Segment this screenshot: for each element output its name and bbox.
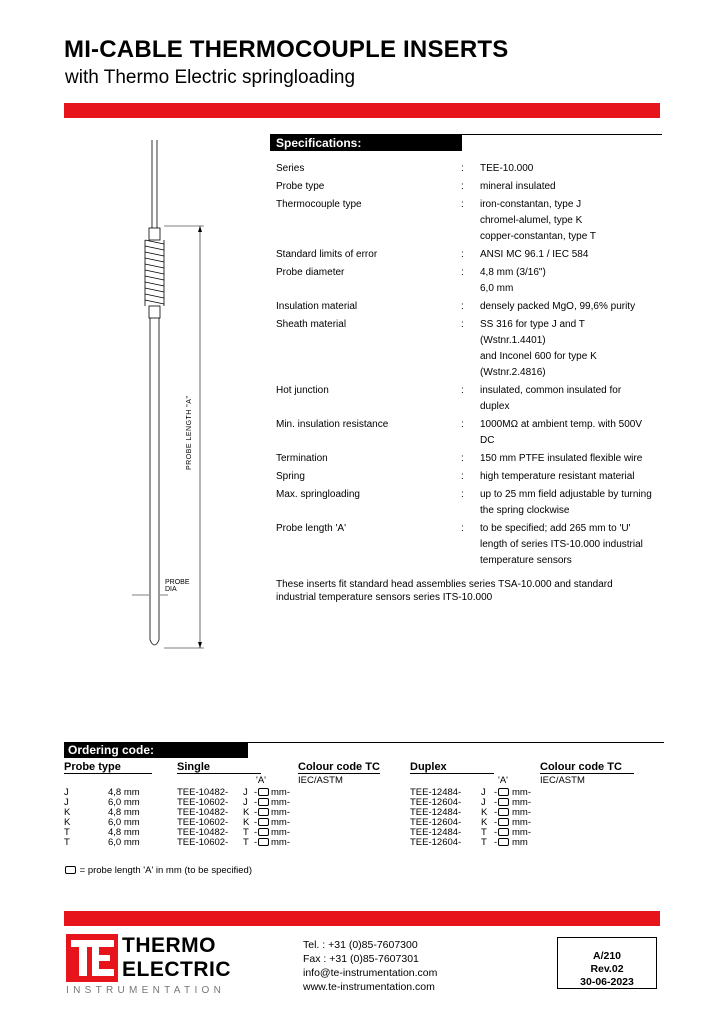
- order-duplex-tc: J: [481, 787, 486, 798]
- spec-value-line: 1000MΩ at ambient temp. with 500V: [480, 419, 643, 430]
- order-single-unit: mm-: [271, 827, 290, 838]
- contact-tel: Tel. : +31 (0)85-7607300: [303, 939, 418, 951]
- spec-value-line: TEE-10.000: [480, 163, 534, 174]
- order-tc-type: K: [64, 807, 71, 818]
- spec-value-line: DC: [480, 435, 495, 446]
- order-single-code: TEE-10602-: [177, 837, 229, 848]
- spec-value-line: chromel-alumel, type K: [480, 215, 583, 226]
- revision-box: [557, 937, 657, 989]
- order-tc-type: J: [64, 787, 69, 798]
- order-duplex-tc: T: [481, 827, 487, 838]
- order-single-tc: K: [243, 817, 250, 828]
- order-single-tc: K: [243, 807, 250, 818]
- spec-value-line: insulated, common insulated for: [480, 385, 622, 396]
- spec-colon: :: [461, 385, 464, 396]
- order-duplex-code: TEE-12604-: [410, 837, 462, 848]
- spec-colon: :: [461, 419, 464, 430]
- spec-heading: Specifications:: [270, 135, 462, 151]
- spec-value-line: to be specified; add 265 mm to 'U': [480, 523, 631, 534]
- ordering-legend: = probe length 'A' in mm (to be specified): [64, 866, 252, 876]
- footer-red-bar: [64, 911, 660, 926]
- spec-value-line: mineral insulated: [480, 181, 556, 192]
- spec-colon: :: [461, 489, 464, 500]
- sub-iec: IEC/ASTM: [298, 775, 343, 786]
- order-single-code: TEE-10482-: [177, 827, 229, 838]
- order-duplex-code: TEE-12484-: [410, 827, 462, 838]
- sub-a: 'A': [256, 775, 266, 786]
- order-diameter: 4,8 mm: [108, 827, 140, 838]
- contact-block: [303, 938, 437, 994]
- length-box-icon: -: [494, 838, 510, 848]
- header-red-bar: [64, 103, 660, 118]
- spec-value-line: temperature sensors: [480, 555, 572, 566]
- length-box-icon: -: [494, 798, 510, 808]
- contact-web[interactable]: www.te-instrumentation.com: [303, 981, 435, 993]
- sub-a-2: 'A': [498, 775, 508, 786]
- col-single: Single: [177, 761, 261, 774]
- col-colour-code-2: Colour code TC: [540, 761, 634, 774]
- length-box-icon: [65, 866, 76, 874]
- spec-value-line: and Inconel 600 for type K: [480, 351, 597, 362]
- order-single-tc: J: [243, 787, 248, 798]
- length-box-icon: -: [494, 808, 510, 818]
- order-single-unit: mm-: [271, 787, 290, 798]
- order-single-unit: mm-: [271, 807, 290, 818]
- order-duplex-unit: mm-: [512, 787, 531, 798]
- spec-value: [480, 522, 670, 570]
- col-probe-type: Probe type: [64, 761, 152, 774]
- spec-value-line: 4,8 mm (3/16"): [480, 267, 546, 278]
- spec-colon: :: [461, 249, 464, 260]
- order-single-unit: mm-: [271, 817, 290, 828]
- spec-label: Series: [276, 163, 305, 174]
- spec-value-line: copper-constantan, type T: [480, 231, 596, 242]
- order-duplex-code: TEE-12484-: [410, 807, 462, 818]
- spec-value-line: ANSI MC 96.1 / IEC 584: [480, 249, 589, 260]
- order-duplex-unit: mm-: [512, 797, 531, 808]
- order-single-code: TEE-10482-: [177, 807, 229, 818]
- spec-value-line: 6,0 mm: [480, 283, 514, 294]
- spec-value: [480, 162, 670, 178]
- order-duplex-unit: mm-: [512, 827, 531, 838]
- order-diameter: 4,8 mm: [108, 807, 140, 818]
- order-diameter: 6,0 mm: [108, 837, 140, 848]
- order-diameter: 6,0 mm: [108, 797, 140, 808]
- spec-label: Standard limits of error: [276, 249, 378, 260]
- spec-colon: :: [461, 267, 464, 278]
- order-diameter: 6,0 mm: [108, 817, 140, 828]
- spec-value: [480, 266, 670, 298]
- order-tc-type: K: [64, 817, 71, 828]
- length-box-icon: -: [254, 838, 270, 848]
- spec-value-line: the spring clockwise: [480, 505, 570, 516]
- spec-value-line: length of series ITS-10.000 industrial: [480, 539, 643, 550]
- spec-value-line: high temperature resistant material: [480, 471, 635, 482]
- length-box-icon: -: [254, 818, 270, 828]
- spec-note: These inserts fit standard head assemblies series TSA-10.000 and standard industrial temperature sensors series ITS-10.000: [276, 579, 613, 603]
- spec-label: Termination: [276, 453, 328, 464]
- te-logo-icon: [66, 934, 118, 982]
- spec-colon: :: [461, 471, 464, 482]
- spec-label: Max. springloading: [276, 489, 360, 500]
- spec-label: Hot junction: [276, 385, 329, 396]
- order-duplex-code: TEE-12604-: [410, 797, 462, 808]
- order-single-code: TEE-10482-: [177, 787, 229, 798]
- spec-value-line: SS 316 for type J and T: [480, 319, 585, 330]
- order-tc-type: T: [64, 827, 70, 838]
- revision: Rev.02: [590, 963, 624, 975]
- contact-email[interactable]: info@te-instrumentation.com: [303, 967, 438, 979]
- length-box-icon: -: [494, 788, 510, 798]
- spec-colon: :: [461, 301, 464, 312]
- spec-colon: :: [461, 163, 464, 174]
- spec-colon: :: [461, 453, 464, 464]
- spec-label: Min. insulation resistance: [276, 419, 389, 430]
- order-single-unit: mm-: [271, 837, 290, 848]
- spec-value-line: densely packed MgO, 99,6% purity: [480, 301, 636, 312]
- spec-value: [480, 300, 670, 316]
- order-duplex-tc: J: [481, 797, 486, 808]
- spec-value-line: iron-constantan, type J: [480, 199, 582, 210]
- length-box-icon: -: [254, 808, 270, 818]
- probe-length-label: PROBE LENGTH "A": [186, 395, 193, 470]
- spec-value: [480, 248, 670, 264]
- brand-subtitle: INSTRUMENTATION: [66, 985, 226, 996]
- spec-value-line: duplex: [480, 401, 510, 412]
- spec-value: [480, 488, 670, 520]
- order-duplex-unit: mm-: [512, 807, 531, 818]
- spec-value: [480, 384, 670, 416]
- order-duplex-tc: K: [481, 807, 488, 818]
- order-diameter: 4,8 mm: [108, 787, 140, 798]
- order-single-code: TEE-10602-: [177, 797, 229, 808]
- order-duplex-unit: mm-: [512, 817, 531, 828]
- length-box-icon: -: [254, 788, 270, 798]
- order-single-tc: T: [243, 837, 249, 848]
- brand-name: THERMO ELECTRIC: [122, 934, 231, 981]
- spec-label: Spring: [276, 471, 305, 482]
- order-duplex-tc: K: [481, 817, 488, 828]
- spec-colon: :: [461, 181, 464, 192]
- order-single-unit: mm-: [271, 797, 290, 808]
- spec-value: [480, 198, 670, 246]
- spec-value: [480, 318, 670, 382]
- order-duplex-unit: mm: [512, 837, 528, 848]
- order-single-tc: J: [243, 797, 248, 808]
- ordering-heading: Ordering code:: [64, 743, 248, 758]
- spec-label: Probe type: [276, 181, 325, 192]
- spec-label: Probe diameter: [276, 267, 345, 278]
- length-box-icon: -: [254, 828, 270, 838]
- probe-dia-label: PROBE DIA: [165, 579, 190, 593]
- order-duplex-code: TEE-12484-: [410, 787, 462, 798]
- length-box-icon: -: [494, 818, 510, 828]
- spec-value: [480, 452, 670, 468]
- order-tc-type: T: [64, 837, 70, 848]
- spec-colon: :: [461, 523, 464, 534]
- order-duplex-code: TEE-12604-: [410, 817, 462, 828]
- spec-colon: :: [461, 319, 464, 330]
- length-box-icon: -: [494, 828, 510, 838]
- revision-date: 30-06-2023: [580, 976, 634, 988]
- col-colour-code: Colour code TC: [298, 761, 380, 773]
- spec-colon: :: [461, 199, 464, 210]
- order-single-tc: T: [243, 827, 249, 838]
- spec-label: Probe length 'A': [276, 523, 346, 534]
- spec-value: [480, 180, 670, 196]
- length-box-icon: -: [254, 798, 270, 808]
- order-duplex-tc: T: [481, 837, 487, 848]
- spec-value-line: up to 25 mm field adjustable by turning: [480, 489, 652, 500]
- sub-iec-2: IEC/ASTM: [540, 775, 585, 786]
- page-subtitle: with Thermo Electric springloading: [65, 67, 356, 88]
- spec-label: Thermocouple type: [276, 199, 362, 210]
- order-tc-type: J: [64, 797, 69, 808]
- spec-value: [480, 418, 670, 450]
- col-duplex: Duplex: [410, 761, 494, 774]
- order-single-code: TEE-10602-: [177, 817, 229, 828]
- contact-fax: Fax : +31 (0)85-7607301: [303, 953, 419, 965]
- page-title: MI-CABLE THERMOCOUPLE INSERTS: [64, 36, 509, 63]
- spec-label: Sheath material: [276, 319, 347, 330]
- spec-label: Insulation material: [276, 301, 358, 312]
- spec-value-line: (Wstnr.1.4401): [480, 335, 546, 346]
- doc-number: A/210: [592, 950, 622, 962]
- spec-value-line: 150 mm PTFE insulated flexible wire: [480, 453, 643, 464]
- spec-value-line: (Wstnr.2.4816): [480, 367, 546, 378]
- spec-value: [480, 470, 670, 486]
